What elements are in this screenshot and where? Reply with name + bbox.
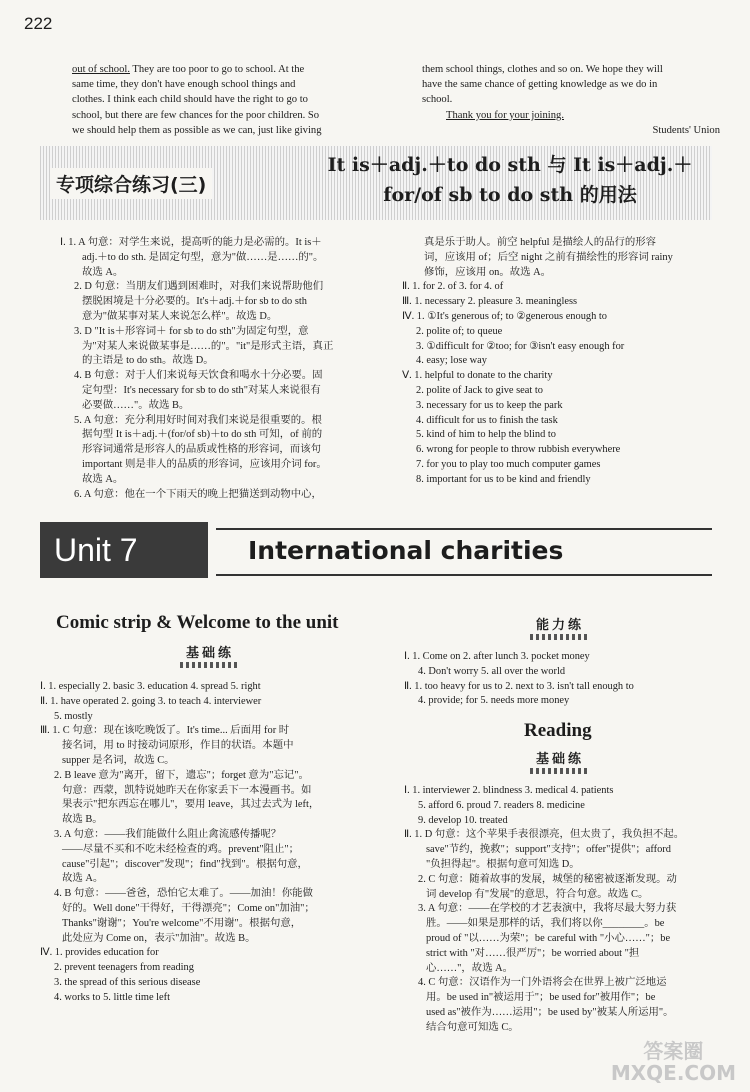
answer-line: Ⅰ. 1. especially 2. basic 3. education 4. spread 5. right [40,681,261,692]
answer-line: important 则是非人的品质的形容词，应该用介词 for。 [82,458,327,470]
answer-line: strict with "对……很严厉"；be worried about "担 [426,947,640,959]
answer-line: 4. easy; lose way [416,355,487,367]
answer-line: Ⅱ. 1. D 句意：这个苹果手表很漂亮，但太贵了，我负担不起。 [404,829,685,841]
answer-line: 用。be used in"被运用于"；be used for"被用作"；be [426,992,656,1004]
answer-line: 6. A 句意：他在一个下雨天的晚上把猫送到动物中心， [74,488,322,500]
reading-answers [404,784,722,1036]
answer-line: Ⅴ. 1. helpful to donate to the charity [402,370,553,382]
text-line: them school things, clothes and so on. We hope they will [422,64,663,75]
watermark-url: MXQE.COM [610,1061,736,1085]
answer-line: 7. for you to play too much computer games [416,458,601,470]
answer-line: 的主语是 to do sth。故选 D。 [82,355,214,367]
answer-line: Ⅰ. 1. interviewer 2. blindness 3. medical 4. patients [404,785,614,796]
answer-line: 6. wrong for people to throw rubbish everywhere [416,444,621,456]
banner-title: 专项综合练习(三) [50,168,212,199]
answer-line: 句意：西蒙，凯特说她昨天在你家丢下一本漫画书。如 [62,784,312,796]
answer-line: 2. polite of Jack to give seat to [416,384,543,396]
answer-line: Ⅲ. 1. C 句意：现在该吃晚饭了。It's time... 后面用 for 时 [40,725,290,737]
special-practice-banner [40,146,712,220]
answer-line: supper 是名词，故选 C。 [62,754,175,766]
answer-line: 3. the spread of this serious disease [54,976,201,988]
unit-title: International charities [248,536,564,565]
answer-line: 3. A 句意：——在学校的才艺表演中，我将尽最大努力获 [418,903,677,915]
answer-line: 接名词，用 to 时接动词原形，作目的状语。本题中 [62,740,294,752]
answer-line: 3. ①difficult for ②too; for ③isn't easy enough for [416,340,625,352]
answer-line: 5. A 句意：充分利用好时间对我们来说是很重要的。根 [74,414,322,426]
answer-line: 为"对某人来说做某事是……的"。"it"是形式主语，真正 [82,340,334,352]
answer-line: Ⅰ. 1. A 句意：对学生来说，提高听的能力是必需的。It is＋ [60,237,322,248]
unit-number: Unit 7 [40,522,208,578]
answer-line: Ⅳ. 1. ①It's generous of; to ②generous enough to [402,310,607,322]
special-answers-left [60,236,368,502]
answer-line: 5. mostly [54,710,93,722]
answer-line: Ⅳ. 1. provides education for [40,947,159,959]
text-line: clothes. I think each child should have the right to go to [72,94,308,106]
thanks-line: Thank you for your joining. [446,109,564,121]
top-right-paragraph [422,62,720,138]
answer-line: 3. A 句意：——我们能做什么阻止禽流感传播呢？ [54,828,282,840]
answer-line: 词，应该用 of；后空 night 之前有描绘性的形容词 rainy [424,251,673,263]
answer-line: Ⅱ. 1. for 2. of 3. for 4. of [402,281,504,293]
section-subtitle: 基础练 [185,646,234,661]
answer-line: 2. B leave 意为"离开，留下，遗忘"；forget 意为"忘记"。 [54,769,309,781]
answer-line: 故选 B。 [62,814,103,826]
underlined-phrase: out of school. [72,64,130,75]
wave-underline [180,662,240,668]
answer-line: 故选 A。 [82,473,124,485]
banner-topic-line: It is＋adj.＋to do sth 与 It is＋adj.＋ [327,154,693,176]
answer-line: 果表示"把东西忘在哪儿"，要用 leave，其过去式为 left， [62,799,320,811]
answer-line: 5. afford 6. proud 7. readers 8. medicine [418,799,585,811]
answer-line: Ⅱ. 1. have operated 2. going 3. to teach 4. interviewer [40,695,262,707]
answer-line: 8. important for us to be kind and friendly [416,473,591,485]
watermark-logo [611,1040,736,1084]
answer-line: 据句型 It is＋adj.＋(for/of sb)＋to do sth 可知，of 前的 [82,429,323,441]
answer-line: 4. provide; for 5. needs more money [418,695,570,707]
answer-line: 真是乐于助人。前空 helpful 是描绘人的品行的形容 [424,237,657,248]
watermark-text: 答案圈 [643,1039,704,1063]
page-number: 222 [24,14,53,33]
answer-line: Ⅲ. 1. necessary 2. pleasure 3. meaningless [402,296,578,308]
answer-line: 4. difficult for us to finish the task [416,414,558,426]
answer-line: save"节约，挽救"；support"支持"；offer"提供"；afford [426,844,671,856]
answer-line: 5. kind of him to help the blind to [416,429,556,441]
answer-line: 修饰，应该用 on。故选 A。 [424,266,551,278]
text-line: have the same chance of getting knowledge as we do in [422,79,658,91]
wave-underline [530,768,590,774]
answer-line: 词 develop 有"发展"的意思，符合句意。故选 C。 [426,888,649,900]
answer-line: 9. develop 10. treated [418,814,508,826]
answer-line: 2. prevent teenagers from reading [54,962,194,974]
answer-line: 摆脱困境是十分必要的。It's＋adj.＋for sb to do sth [82,296,307,308]
wave-underline [530,634,590,640]
comic-answers [40,680,370,1006]
answer-line: 4. Don't worry 5. all over the world [418,665,566,677]
answer-line: 4. works to 5. little time left [54,991,171,1003]
answer-line: 故选 A。 [62,873,104,885]
answer-line: Ⅱ. 1. too heavy for us to 2. next to 3. isn't tall enough to [404,680,634,692]
answer-line: 胜。——如果是那样的话，我们将以你________。be [426,918,665,930]
section-subtitle: 基础练 [535,752,584,767]
section-title: Comic strip & Welcome to the unit [56,612,339,633]
banner-topic-line: for/of sb to do sth 的用法 [383,184,637,206]
answer-line: 2. C 句意：随着故事的发展，城堡的秘密被逐渐发现。动 [418,873,677,885]
answer-line: 定句型：It's necessary for sb to do sth"对某人来说很有 [82,384,321,396]
signature: Students' Union [652,124,720,136]
answer-line: proud of "以……为荣"；be careful with "小心……"；be [426,932,671,944]
text-line: we should help them as possible as we can, just like giving [72,124,322,136]
answer-line: 心……"，故选 A。 [426,962,514,974]
answer-line: 结合句意可知选 C。 [426,1021,519,1033]
special-answers-right [402,236,720,488]
banner-topic [310,150,710,210]
answer-line: 4. B 句意：——爸爸，恐怕它太难了。——加油！你能做 [54,888,313,900]
top-left-paragraph [72,62,368,138]
answer-line: 3. D "It is＋形容词＋ for sb to do sth"为固定句型，意 [74,325,309,337]
ability-answers [404,650,722,709]
divider [216,528,712,530]
answer-line: 故选 A。 [82,266,124,278]
answer-line: 意为"做某事对某人来说怎么样"。故选 D。 [82,310,278,322]
answer-line: 形容词通常是形容人的品质或性格的形容词，而该句 [82,444,321,456]
text-line: school, but there are few chances for the poor children. So [72,109,320,121]
answer-line: 此处应为 Come on，表示"加油"。故选 B。 [62,932,256,944]
answer-line: Ⅰ. 1. Come on 2. after lunch 3. pocket money [404,651,590,662]
answer-line: adj.＋to do sth. 是固定句型，意为"做……是……的"。 [82,251,324,263]
divider [216,574,712,576]
answer-line: 4. C 句意：汉语作为一门外语将会在世界上被广泛地运 [418,977,667,989]
answer-line: 必要做……"。故选 B。 [82,399,190,411]
answer-line: 好的。Well done"干得好，干得漂亮"；Come on"加油"； [62,902,315,914]
section-subtitle: 能力练 [535,618,584,633]
answer-line: 4. B 句意：对于人们来说每天饮食和喝水十分必要。固 [74,370,323,382]
answer-line: 2. polite of; to queue [416,325,503,337]
section-title: Reading [524,720,592,741]
answer-line: 2. D 句意：当朋友们遇到困难时，对我们来说帮助他们 [74,281,324,293]
answer-line: 3. necessary for us to keep the park [416,399,563,411]
text-line: same time, they don't have enough school things and [72,79,296,91]
answer-line: "负担得起"。根据句意可知选 D。 [426,858,580,870]
answer-line: Thanks"谢谢"；You're welcome"不用谢"。根据句意， [62,917,302,929]
text-line: They are too poor to go to school. At the [129,64,305,75]
answer-line: used as"被作为……运用"；be used by"被某人所运用"。 [426,1006,674,1018]
answer-line: cause"引起"；discover"发现"；find"找到"。根据句意， [62,858,308,870]
answer-line: ——尽量不买和不吃未经检查的鸡。prevent"阻止"； [62,843,300,855]
text-line: school. [422,94,453,106]
